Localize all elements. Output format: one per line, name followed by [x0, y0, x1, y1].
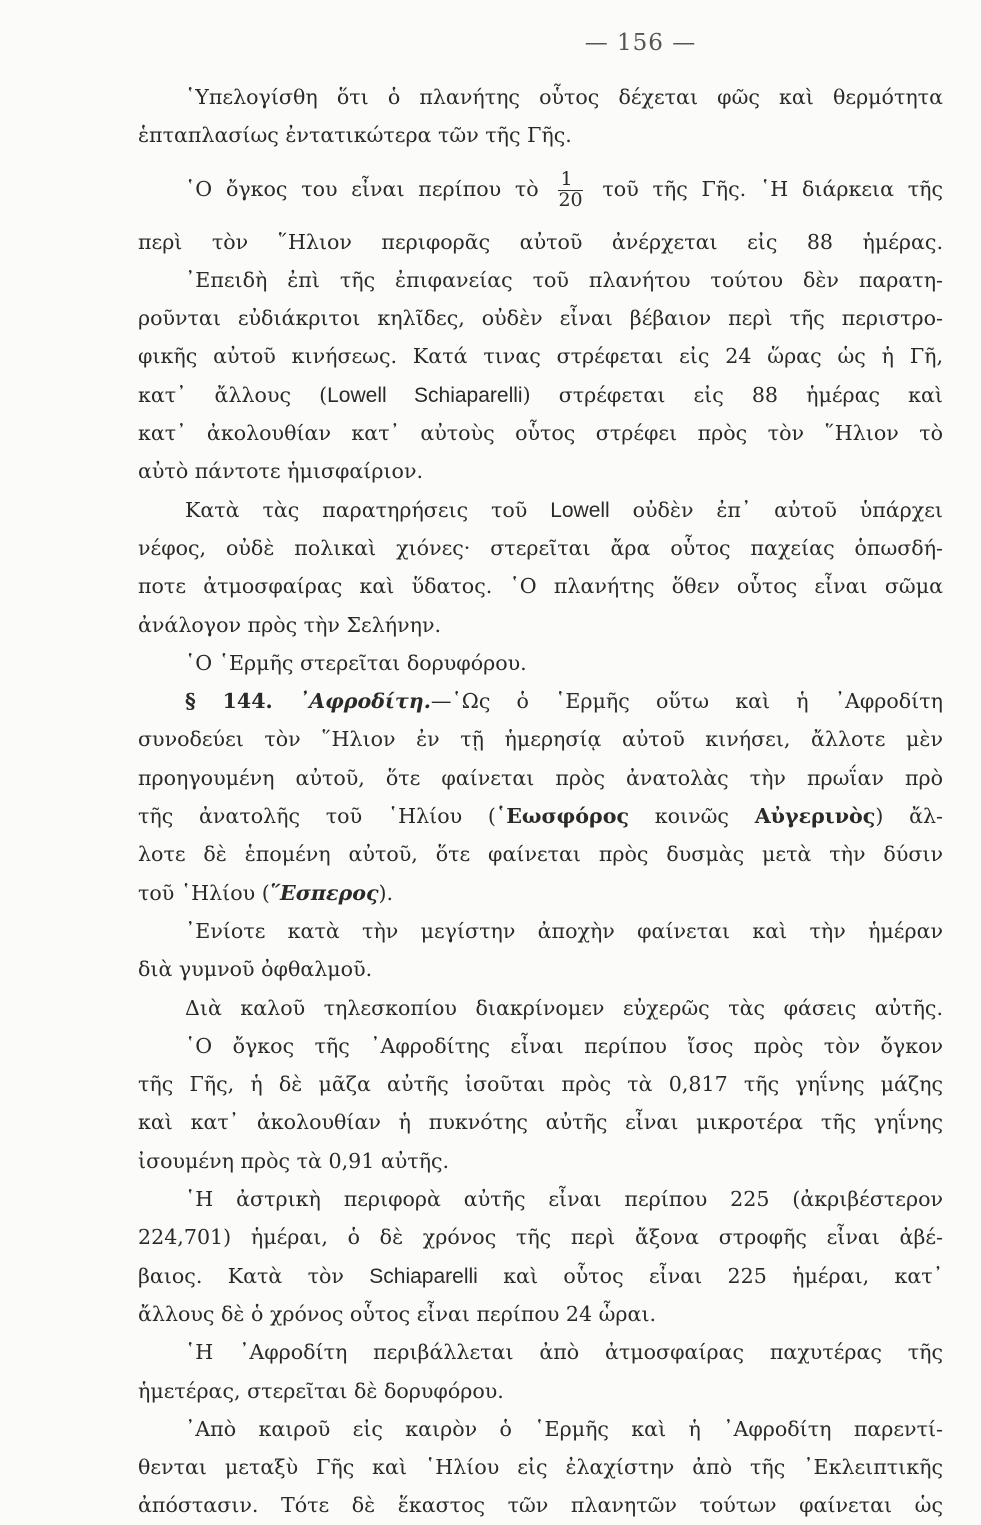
text-line: 224,701) ἡμέραι, ὁ δὲ χρόνος τῆς περὶ ἄξονα στροφῆς εἶναι ἀβέ- [138, 1225, 943, 1250]
text-line [138, 491, 943, 529]
text-line: ἡμετέρας, στερεῖται δὲ δορυφόρου. [138, 1378, 504, 1403]
text-line: ἀνάλογον πρὸς τὴν Σελήνην. [138, 612, 442, 637]
text-line [138, 376, 943, 414]
text-line: καὶ κατ᾿ ἀκολουθίαν ἡ πυκνότης αὐτῆς εἶναι μικροτέρα τῆς γηΐνης [138, 1110, 943, 1135]
text-line: ᾿Επειδὴ ἐπὶ τῆς ἐπιφανείας τοῦ πλανήτου τούτου δὲν παρατη- [185, 267, 943, 292]
text-run: κοινῶς [654, 804, 729, 829]
text-line: ἑπταπλασίως ἐντατικώτερα τῶν τῆς Γῆς. [138, 123, 572, 148]
text-run: τοῦ τῆς Γῆς. ῾Η διάρκεια τῆς [602, 176, 943, 201]
bold-term: ῾Εωσφόρος [495, 804, 630, 829]
text-run: οὐδὲν ἐπ᾿ αὐτοῦ ὑπάρχει [632, 497, 943, 522]
latin-name: Lowell [550, 498, 610, 522]
text-run: ) στρέφεται εἰς 88 ἡμέρας καὶ [522, 382, 943, 407]
text-line: προηγουμένη αὐτοῦ, ὅτε φαίνεται πρὸς ἀνατολὰς τὴν πρωΐαν πρὸ [138, 765, 943, 790]
italic-term: ῞Εσπερος [269, 880, 379, 905]
text-line [138, 874, 943, 912]
bold-term: Αὐγερινὸς [754, 804, 876, 829]
text-line: ῾Υπελογίσθη ὅτι ὁ πλανήτης οὗτος δέχεται φῶς καὶ θερμότητα [185, 85, 943, 109]
text-line: περὶ τὸν ῞Ηλιον περιφορᾶς αὐτοῦ ἀνέρχεται εἰς 88 ἡμέρας. [138, 229, 943, 254]
text-line: ἀπόστασιν. Τότε δὲ ἕκαστος τῶν πλανητῶν τούτων φαίνεται ὡς [138, 1493, 943, 1518]
latin-name: Schiaparelli [369, 1264, 478, 1288]
text-line: ἄλλους δὲ ὁ χρόνος οὗτος εἶναι περίπου 24 ὧραι. [138, 1301, 657, 1326]
text-line: νέφος, οὐδὲ πολικαὶ χιόνες· στερεῖται ἄρα οὗτος παχείας ὁπωσδή- [138, 535, 943, 560]
text-run: —῾Ως ὁ ῾Ερμῆς οὕτω καὶ ἡ ᾿Αφροδίτη [430, 689, 943, 714]
section-heading-line [138, 682, 943, 720]
text-line: ἰσουμένη πρὸς τὰ 0,91 αὐτῆς. [138, 1148, 450, 1173]
text-line: Διὰ καλοῦ τηλεσκοπίου διακρίνομεν εὐχερῶς τὰς φάσεις αὐτῆς. [185, 995, 943, 1020]
text-line: ῾Ο ῾Ερμῆς στερεῖται δορυφόρου. [185, 650, 527, 675]
text-line: ᾿Ενίοτε κατὰ τὴν μεγίστην ἀποχὴν φαίνεται καὶ τὴν ἡμέραν [185, 918, 943, 943]
text-line: θενται μεταξὺ Γῆς καὶ ῾Ηλίου εἰς ἐλαχίστην ἀπὸ τῆς ᾿Εκλειπτικῆς [138, 1455, 943, 1480]
text-run: καὶ οὗτος εἶναι 225 ἡμέραι, κατ᾿ [503, 1263, 943, 1288]
text-line: ποτε ἀτμοσφαίρας καὶ ὕδατος. ῾Ο πλανήτης ὅθεν οὗτος εἶναι σῶμα [138, 574, 943, 599]
text-line: ῾Η ᾿Αφροδίτη περιβάλλεται ἀπὸ ἀτμοσφαίρας παχυτέρας τῆς [185, 1340, 943, 1365]
fraction [558, 167, 583, 211]
fraction-numerator: 1 [558, 170, 582, 191]
text-run: κατ᾿ ἄλλους ( [138, 382, 328, 407]
text-line: φικῆς αὐτοῦ κινήσεως. Κατά τινας στρέφεται εἰς 24 ὥρας ὡς ἡ Γῆ, [138, 344, 943, 369]
text-line: κατ᾿ ἀκολουθίαν κατ᾿ αὐτοὺς οὗτος στρέφει πρὸς τὸν ῞Ηλιον τὸ [138, 421, 943, 446]
section-number: § 144. [185, 689, 273, 714]
fraction-denominator: 20 [558, 188, 583, 211]
text-run: ) ἄλ- [875, 804, 943, 829]
text-line [138, 797, 943, 835]
page-number: — 156 — [584, 30, 697, 56]
text-line: τῆς Γῆς, ἡ δὲ μᾶζα αὐτῆς ἰσοῦται πρὸς τὰ 0,817 τῆς γηΐνης μάζης [138, 1072, 943, 1097]
section-title: ᾿Αφροδίτη. [298, 689, 431, 714]
text-run: Κατὰ τὰς παρατηρήσεις τοῦ [185, 497, 528, 522]
text-run: ). [378, 880, 394, 905]
text-run: τοῦ ῾Ηλίου ( [138, 880, 270, 905]
text-line: ᾿Απὸ καιροῦ εἰς καιρὸν ὁ ῾Ερμῆς καὶ ἡ ᾿Αφροδίτη παρεντί- [185, 1416, 943, 1441]
text-line [138, 1257, 943, 1295]
text-line: λοτε δὲ ἑπομένη αὐτοῦ, ὅτε φαίνεται πρὸς δυσμὰς μετὰ τὴν δύσιν [138, 842, 943, 867]
latin-names: Lowell Schiaparelli [327, 383, 523, 407]
text-line: αὐτὸ πάντοτε ἡμισφαίριον. [138, 459, 424, 484]
text-line-with-fraction [138, 155, 943, 223]
text-run: ῾Ο ὄγκος του εἶναι περίπου τὸ [185, 176, 539, 201]
text-line: ροῦνται εὐδιάκριτοι κηλῖδες, οὐδὲν εἶναι βέβαιον περὶ τῆς περιστρο- [138, 306, 943, 331]
text-line: ῾Ο ὄγκος τῆς ᾿Αφροδίτης εἶναι περίπου ἴσος πρὸς τὸν ὄγκον [185, 1033, 943, 1058]
text-run: τῆς ἀνατολῆς τοῦ ῾Ηλίου ( [138, 804, 496, 829]
text-run: βαιος. Κατὰ τὸν [138, 1263, 344, 1288]
text-line: διὰ γυμνοῦ ὀφθαλμοῦ. [138, 957, 373, 982]
text-line: συνοδεύει τὸν ῞Ηλιον ἐν τῇ ἡμερησίᾳ αὐτοῦ κινήσει, ἄλλοτε μὲν [138, 727, 943, 752]
text-line: ῾Η ἀστρικὴ περιφορὰ αὐτῆς εἶναι περίπου 225 (ἀκριβέστερον [185, 1187, 943, 1212]
